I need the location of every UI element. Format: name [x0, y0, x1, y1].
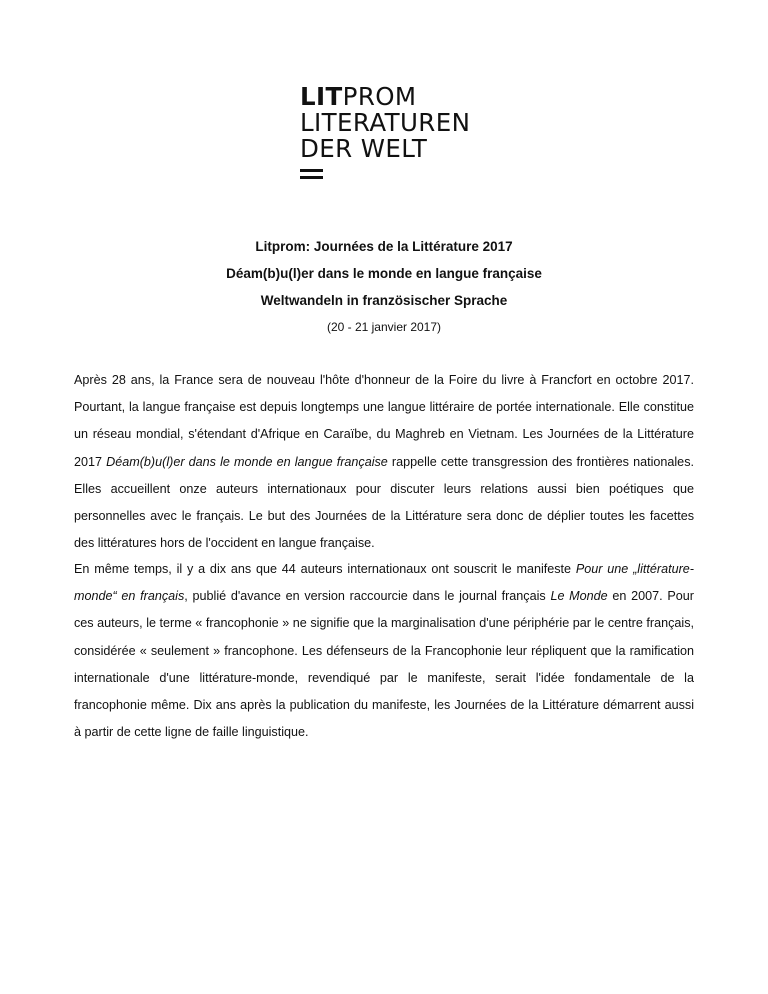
- logo-lit: LIT: [300, 82, 343, 111]
- paragraph-manifesto-text-2: , publié d'avance en version raccourcie dans le journal français: [184, 589, 551, 604]
- paragraph-intro-text-2: rappelle cette transgression des frontières nationales. Elles accueillent onze auteurs internationaux pour discuter leurs relations aussi bien poétiques que personnelles avec le français. Le but des Journées de la Littérature sera donc de déplier toutes les facettes des littératures hors de l'occident en langue française.: [74, 454, 694, 551]
- event-dates: (20 - 21 janvier 2017): [326, 320, 442, 334]
- paragraph-intro: [74, 367, 694, 557]
- logo-line-2: LITERATUREN: [300, 108, 471, 137]
- paragraph-manifesto-italic-1: Pour une „littérature-monde“ en français: [74, 562, 694, 604]
- subtitle-german: Weltwandeln in französischer Sprache: [260, 293, 508, 308]
- paragraph-manifesto-text-1: En même temps, il y a dix ans que 44 auteurs internationaux ont souscrit le manifeste: [74, 562, 576, 576]
- logo-bar-top: [300, 169, 323, 172]
- paragraph-intro-italic: Déam(b)u(l)er dans le monde en langue française: [106, 454, 388, 469]
- subtitle-french: Déam(b)u(l)er dans le monde en langue française: [226, 266, 542, 281]
- logo-line-1: [300, 84, 500, 110]
- document-title: Litprom: Journées de la Littérature 2017: [255, 239, 513, 254]
- paragraph-manifesto: [74, 556, 694, 746]
- logo-line-3: DER WELT: [300, 134, 428, 163]
- litprom-logo: [300, 84, 500, 183]
- paragraph-intro-text-1: Après 28 ans, la France sera de nouveau l'hôte d'honneur de la Foire du livre à Francfort en octobre 2017. Pourtant, la langue française est depuis longtemps une langue littéraire de portée internationale. Elle constitue un réseau mondial, s'étendant d'Afrique en Caraïbe, du Maghreb en Vietnam. Les Journées de la Littérature 2017: [74, 373, 694, 469]
- logo-prom: PROM: [342, 82, 417, 111]
- logo-bar-bottom: [300, 176, 323, 179]
- paragraph-manifesto-italic-2: Le Monde: [550, 589, 608, 604]
- paragraph-manifesto-text-3: en 2007. Pour ces auteurs, le terme « francophonie » ne signifie que la marginalisation d'une périphérie par le centre français, considérée « seulement » francophone. Les défenseurs de la Francophonie leur répliquent que la ramification internationale d'une littérature-monde, revendiqué par le manifeste, serait l'idée fondamentale de la francophonie même. Dix ans après la publication du manifeste, les Journées de la Littérature démarrent aussi à partir de cette ligne de faille linguistique.: [74, 589, 695, 740]
- logo-equals-mark: [300, 169, 323, 179]
